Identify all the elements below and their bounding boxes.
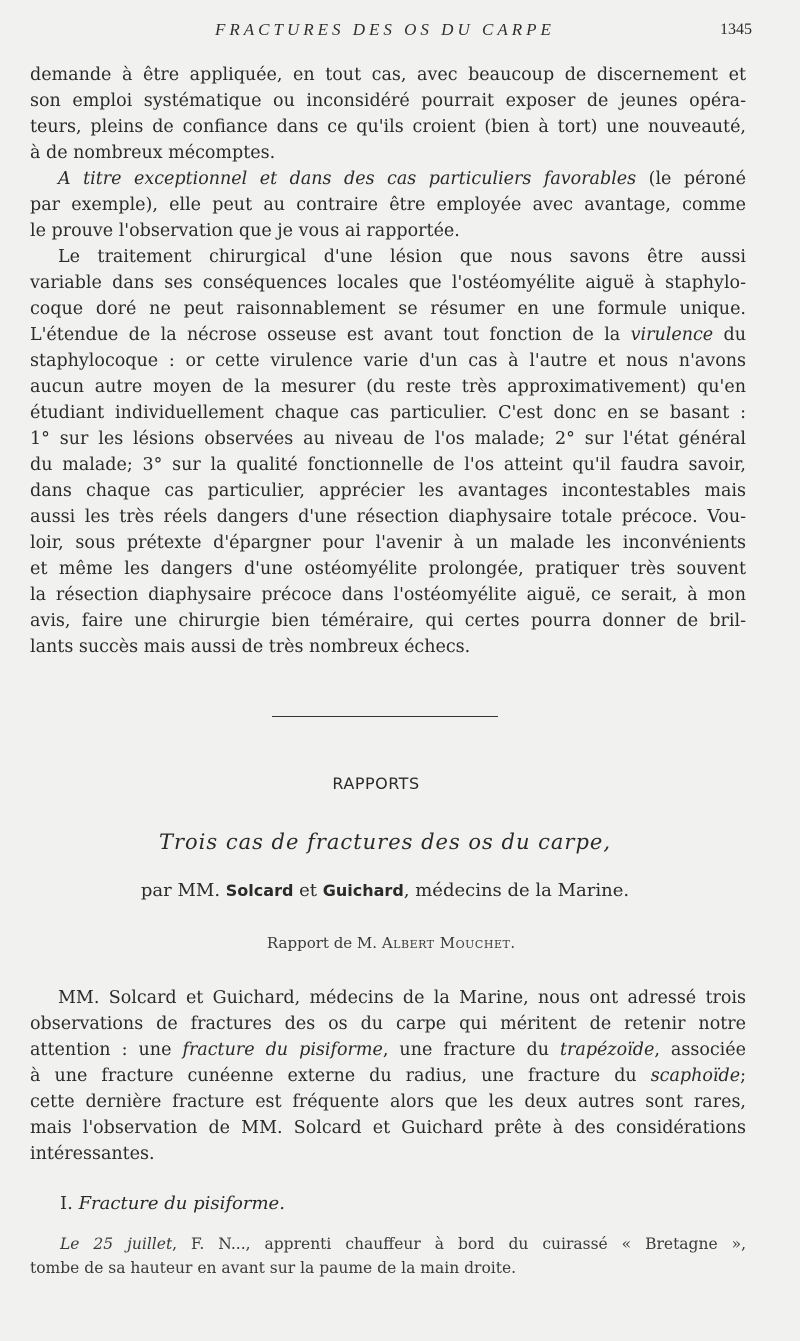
section-title: RAPPORTS: [332, 774, 420, 793]
text-line: avis, faire une chirurgie bien téméraire, qui certes pourra donner de bril-: [30, 611, 746, 631]
text-span: L'étendue de la nécrose osseuse est avant tout fonction de la: [30, 325, 631, 345]
text-line: teurs, pleins de confiance dans ce qu'ils croient (bien à tort) une nouveauté,: [30, 117, 746, 137]
italic-word: virulence: [630, 325, 714, 345]
report-paragraph: [30, 985, 746, 1167]
text-span: (le péroné: [636, 169, 746, 189]
subsection-title: Fracture du pisiforme.: [78, 1193, 285, 1214]
text-line: intéressantes.: [30, 1144, 155, 1164]
text-line: [30, 1063, 746, 1089]
running-title: FRACTURES DES OS DU CARPE: [215, 20, 555, 39]
text-line: [30, 166, 746, 192]
text-span: attention : une: [30, 1040, 183, 1060]
text-line: variable dans ses conséquences locales que l'ostéomyélite aiguë à staphylo-: [30, 273, 746, 293]
text-line: Le traitement chirurgical d'une lésion que nous savons être aussi: [58, 247, 746, 267]
text-line: son emploi systématique ou inconsidéré pourrait exposer de jeunes opéra-: [30, 91, 746, 111]
italic-phrase: fracture du pisiforme: [182, 1040, 383, 1060]
text-line: dans chaque cas particulier, apprécier les avantages incontestables mais: [30, 481, 746, 501]
text-line: aussi les très réels dangers d'une résection diaphysaire totale précoce. Vou-: [30, 507, 746, 527]
paragraph-continuation: [30, 62, 746, 660]
text-line: MM. Solcard et Guichard, médecins de la Marine, nous ont adressé trois: [58, 988, 746, 1008]
italic-word: trapézoïde: [560, 1040, 655, 1060]
text-line: aucun autre moyen de la mesurer (du reste très approximativement) qu'en: [30, 377, 746, 397]
text-span: , une fracture du: [382, 1040, 561, 1060]
italic-phrase: A titre exceptionnel et dans des cas particuliers favorables: [58, 169, 637, 189]
text-line: à de nombreux mécomptes.: [30, 143, 276, 163]
page-number: 1345: [720, 21, 752, 38]
report-attribution: [0, 934, 782, 952]
text-line: [30, 322, 746, 348]
author-name: Guichard: [322, 881, 404, 900]
text-span: Rapport de M.: [266, 934, 382, 952]
text-line: staphylocoque : or cette virulence varie d'un cas à l'autre et nous n'avons: [30, 351, 746, 371]
text-line: demande à être appliquée, en tout cas, avec beaucoup de discernement et: [30, 65, 746, 85]
section-divider: [272, 716, 498, 717]
subsection-heading: [60, 1193, 285, 1214]
text-line: mais l'observation de MM. Solcard et Guichard prête à des considérations: [30, 1118, 746, 1138]
text-line: le prouve l'observation que je vous ai rapportée.: [30, 221, 460, 241]
text-line: coque doré ne peut raisonnablement se résumer en une formule unique.: [30, 299, 746, 319]
italic-word: scaphoïde: [650, 1066, 741, 1086]
text-line: [30, 1232, 746, 1256]
text-line: observations de fractures des os du carpe qui méritent de retenir notre: [30, 1014, 746, 1034]
text-span: ;: [740, 1066, 746, 1086]
text-span: , médecins de la Marine.: [403, 880, 630, 901]
case-observation: [30, 1232, 746, 1280]
subsection-number: I.: [60, 1193, 79, 1214]
text-line: et même les dangers d'une ostéomyélite prolongée, pratiquer très souvent: [30, 559, 746, 579]
text-span: , F. N..., apprenti chauffeur à bord du cuirassé « Bretagne »,: [172, 1235, 746, 1253]
running-header: [30, 20, 752, 46]
text-span: , associée: [654, 1040, 746, 1060]
text-line: par exemple), elle peut au contraire être employée avec avantage, comme: [30, 195, 746, 215]
text-span: à une fracture cunéenne externe du radius, une fracture du: [30, 1066, 651, 1086]
article-title: Trois cas de fractures des os du carpe,: [158, 830, 612, 854]
text-line: loir, sous prétexte d'épargner pour l'avenir à un malade les inconvénients: [30, 533, 746, 553]
text-line: étudiant individuellement chaque cas particulier. C'est donc en se basant :: [30, 403, 746, 423]
author-name: Solcard: [225, 881, 294, 900]
text-line: tombe de sa hauteur en avant sur la paume de la main droite.: [30, 1259, 517, 1277]
text-line: lants succès mais aussi de très nombreux échecs.: [30, 637, 471, 657]
text-line: cette dernière fracture est fréquente alors que les deux autres sont rares,: [30, 1092, 746, 1112]
text-line: la résection diaphysaire précoce dans l'ostéomyélite aiguë, ce serait, à mon: [30, 585, 746, 605]
text-span: et: [293, 880, 323, 901]
text-line: du malade; 3° sur la qualité fonctionnelle de l'os atteint qu'il faudra savoir,: [30, 455, 746, 475]
date-phrase: Le 25 juillet: [60, 1235, 173, 1253]
text-span: par MM.: [140, 880, 226, 901]
text-line: 1° sur les lésions observées au niveau de l'os malade; 2° sur l'état général: [30, 429, 746, 449]
text-span: du: [713, 325, 746, 345]
text-line: [30, 1037, 746, 1063]
reporter-name: Albert Mouchet: [381, 934, 511, 952]
byline: [0, 880, 770, 901]
text-span: .: [510, 934, 516, 952]
